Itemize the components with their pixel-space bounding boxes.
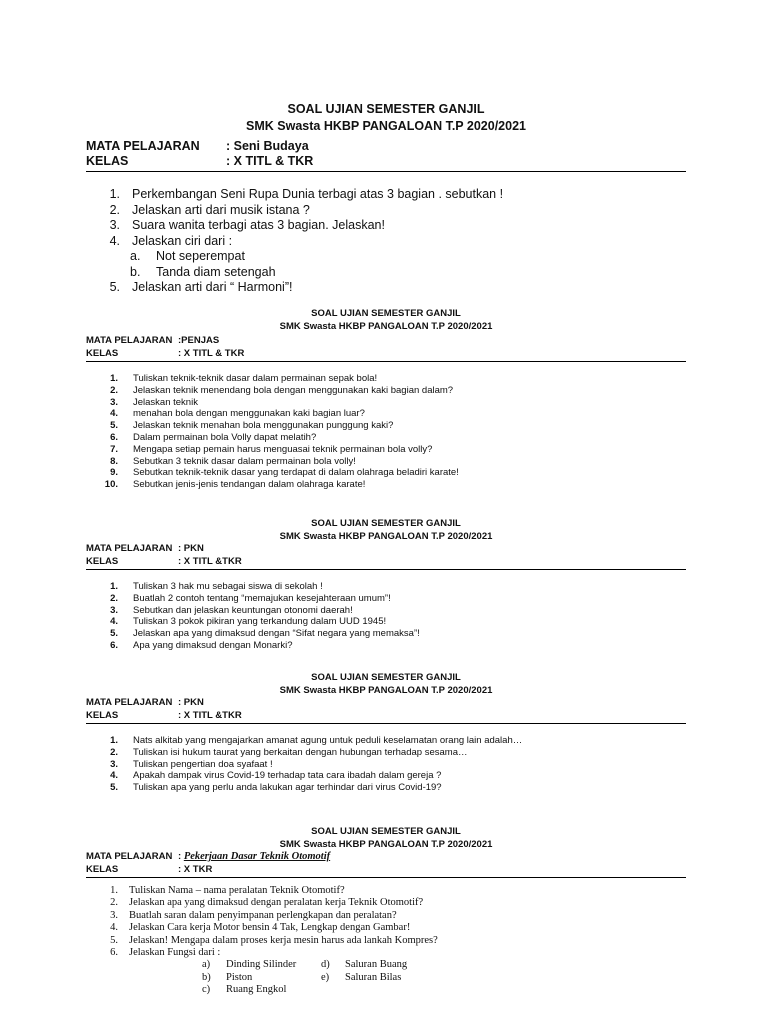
exam-title: SOAL UJIAN SEMESTER GANJIL <box>311 308 461 319</box>
exam-section-seni-budaya <box>86 101 686 296</box>
question-item: 1. Tuliskan 3 hak mu sebagai siswa di sekolah ! <box>110 581 323 592</box>
subject-row <box>86 139 686 154</box>
header-divider <box>86 723 686 724</box>
header-divider <box>86 171 686 172</box>
subject-value: :PENJAS <box>178 335 220 346</box>
class-row <box>86 710 686 723</box>
question-item: 4. Jelaskan ciri dari : <box>109 233 233 248</box>
question-item: 3. Tuliskan pengertian doa syafaat ! <box>110 758 273 770</box>
question-item: 3. Sebutkan dan jelaskan keuntungan otonomi daerah! <box>110 604 353 616</box>
exam-title: SOAL UJIAN SEMESTER GANJIL <box>311 826 461 837</box>
exam-title: SOAL UJIAN SEMESTER GANJIL <box>311 672 461 683</box>
question-item: 2. Jelaskan apa yang dimaksud dengan peralatan kerja Teknik Otomotif? <box>110 897 424 909</box>
question-item: 4. Tuliskan 3 pokok pikiran yang terkandung dalam UUD 1945! <box>110 616 387 628</box>
question-item: 6. Apa yang dimaksud dengan Monarki? <box>110 639 293 651</box>
class-value: : X TITL & TKR <box>178 347 245 359</box>
exam-section-pkn <box>86 517 686 652</box>
question-item: 5. Jelaskan teknik menahan bola menggunakan punggung kaki? <box>110 420 394 432</box>
question-item: 4. Apakah dampak virus Covid-19 terhadap tata cara ibadah dalam gereja ? <box>110 770 442 782</box>
question-list <box>86 581 686 652</box>
subject-value: : PKN <box>178 543 204 554</box>
exam-title: SOAL UJIAN SEMESTER GANJIL <box>311 518 461 529</box>
class-value: : X TITL & TKR <box>226 154 314 168</box>
school-subtitle: SMK Swasta HKBP PANGALOAN T.P 2020/2021 <box>279 685 493 696</box>
subject-value: Pekerjaan Dasar Teknik Otomotif <box>183 851 331 862</box>
class-row <box>86 556 686 569</box>
question-item: 3. Jelaskan teknik <box>110 396 198 408</box>
question-item: 3. Suara wanita terbagi atas 3 bagian. Jelaskan! <box>109 218 385 232</box>
question-item: 5. Tuliskan apa yang perlu anda lakukan agar terhindar dari virus Covid-19? <box>110 782 442 794</box>
subject-label: MATA PELAJARAN <box>86 851 173 862</box>
question-item: 3. Buatlah saran dalam penyimpanan perlengkapan dan peralatan? <box>110 909 397 921</box>
school-subtitle: SMK Swasta HKBP PANGALOAN T.P 2020/2021 <box>279 839 493 850</box>
question-item: 2. Jelaskan teknik menendang bola dengan menggunakan kaki bagian dalam? <box>110 384 454 396</box>
class-label: KELAS <box>86 709 119 721</box>
question-item: 2. Tuliskan isi hukum taurat yang berkaitan dengan hubungan terhadap sesama… <box>110 746 468 758</box>
class-value: : X TITL &TKR <box>178 555 242 567</box>
question-item: 10. Sebutkan jenis-jenis tendangan dalam olahraga karate! <box>104 479 366 491</box>
subject-label: MATA PELAJARAN <box>86 697 173 708</box>
class-label: KELAS <box>86 154 129 168</box>
class-label: KELAS <box>86 863 119 875</box>
subject-row <box>86 851 686 864</box>
exam-title: SOAL UJIAN SEMESTER GANJIL <box>287 102 485 116</box>
question-item: 1. Tuliskan teknik-teknik dasar dalam permainan sepak bola! <box>110 373 378 384</box>
question-list <box>86 885 686 959</box>
class-row <box>86 864 686 877</box>
question-item: 9. Sebutkan teknik-teknik dasar yang terdapat di dalam olahraga beladiri karate! <box>110 467 459 479</box>
question-item: 4. Jelaskan Cara kerja Motor bensin 4 Tak, Lengkap dengan Gambar! <box>110 922 411 934</box>
question-item: 5. Jelaskan apa yang dimaksud dengan “Sifat negara yang memaksa”! <box>110 628 420 640</box>
question-item: 6. Dalam permainan bola Volly dapat melatih? <box>110 431 317 443</box>
subject-prefix: : <box>178 851 184 862</box>
question-list <box>86 735 686 794</box>
header-divider <box>86 361 686 362</box>
subject-value: : PKN <box>178 697 204 708</box>
subject-row <box>86 697 686 710</box>
question-item: 4. menahan bola dengan menggunakan kaki bagian luar? <box>110 408 365 420</box>
subject-value: : Seni Budaya <box>226 139 309 153</box>
exam-section-otomotif <box>86 825 686 997</box>
school-subtitle: SMK Swasta HKBP PANGALOAN T.P 2020/2021 <box>246 119 526 133</box>
question-item: 8. Sebutkan 3 teknik dasar dalam permainan bola volly! <box>110 455 356 467</box>
school-subtitle: SMK Swasta HKBP PANGALOAN T.P 2020/2021 <box>279 531 493 542</box>
subject-label: MATA PELAJARAN <box>86 543 173 554</box>
question-item: 1. Perkembangan Seni Rupa Dunia terbagi atas 3 bagian . sebutkan ! <box>109 187 504 201</box>
question-list <box>86 187 686 296</box>
sub-item: a. Not seperempat <box>130 249 245 263</box>
question-item: 6. Jelaskan Fungsi dari : <box>110 947 221 959</box>
question-item: 1. Tuliskan Nama – nama peralatan Teknik Otomotif? <box>110 885 345 896</box>
subject-row <box>86 335 686 348</box>
question-item: 5. Jelaskan! Mengapa dalam proses kerja mesin harus ada lankah Kompres? <box>110 934 438 946</box>
class-value: : X TKR <box>178 863 213 875</box>
subject-label: MATA PELAJARAN <box>86 139 200 153</box>
class-row <box>86 348 686 361</box>
subject-label: MATA PELAJARAN <box>86 335 173 346</box>
class-row <box>86 154 686 169</box>
question-item: 2. Buatlah 2 contoh tentang “memajukan kesejahteraan umum”! <box>110 592 391 604</box>
class-value: : X TITL &TKR <box>178 709 242 721</box>
question-item: 7. Mengapa setiap pemain harus menguasai teknik permainan bola volly? <box>110 443 433 455</box>
sub-item: b. Tanda diam setengah <box>130 264 276 279</box>
header-divider <box>86 877 686 878</box>
header-divider <box>86 569 686 570</box>
question-list <box>86 373 686 491</box>
exam-section-agama <box>86 671 686 794</box>
question-item: 1. Nats alkitab yang mengajarkan amanat agung untuk peduli keselamatan orang lain adalah… <box>110 735 523 746</box>
school-subtitle: SMK Swasta HKBP PANGALOAN T.P 2020/2021 <box>279 321 493 332</box>
exam-section-penjas <box>86 307 686 491</box>
question-item: 5. Jelaskan arti dari “ Harmoni”! <box>109 280 293 294</box>
class-label: KELAS <box>86 347 119 359</box>
class-label: KELAS <box>86 555 119 567</box>
question-item: 2. Jelaskan arti dari musik istana ? <box>109 202 310 217</box>
option-grid: a) Dinding Silinder d) Saluran Buang b) Piston e) Saluran Bilas c) Ruang Engkol <box>202 959 408 996</box>
subject-row <box>86 543 686 556</box>
